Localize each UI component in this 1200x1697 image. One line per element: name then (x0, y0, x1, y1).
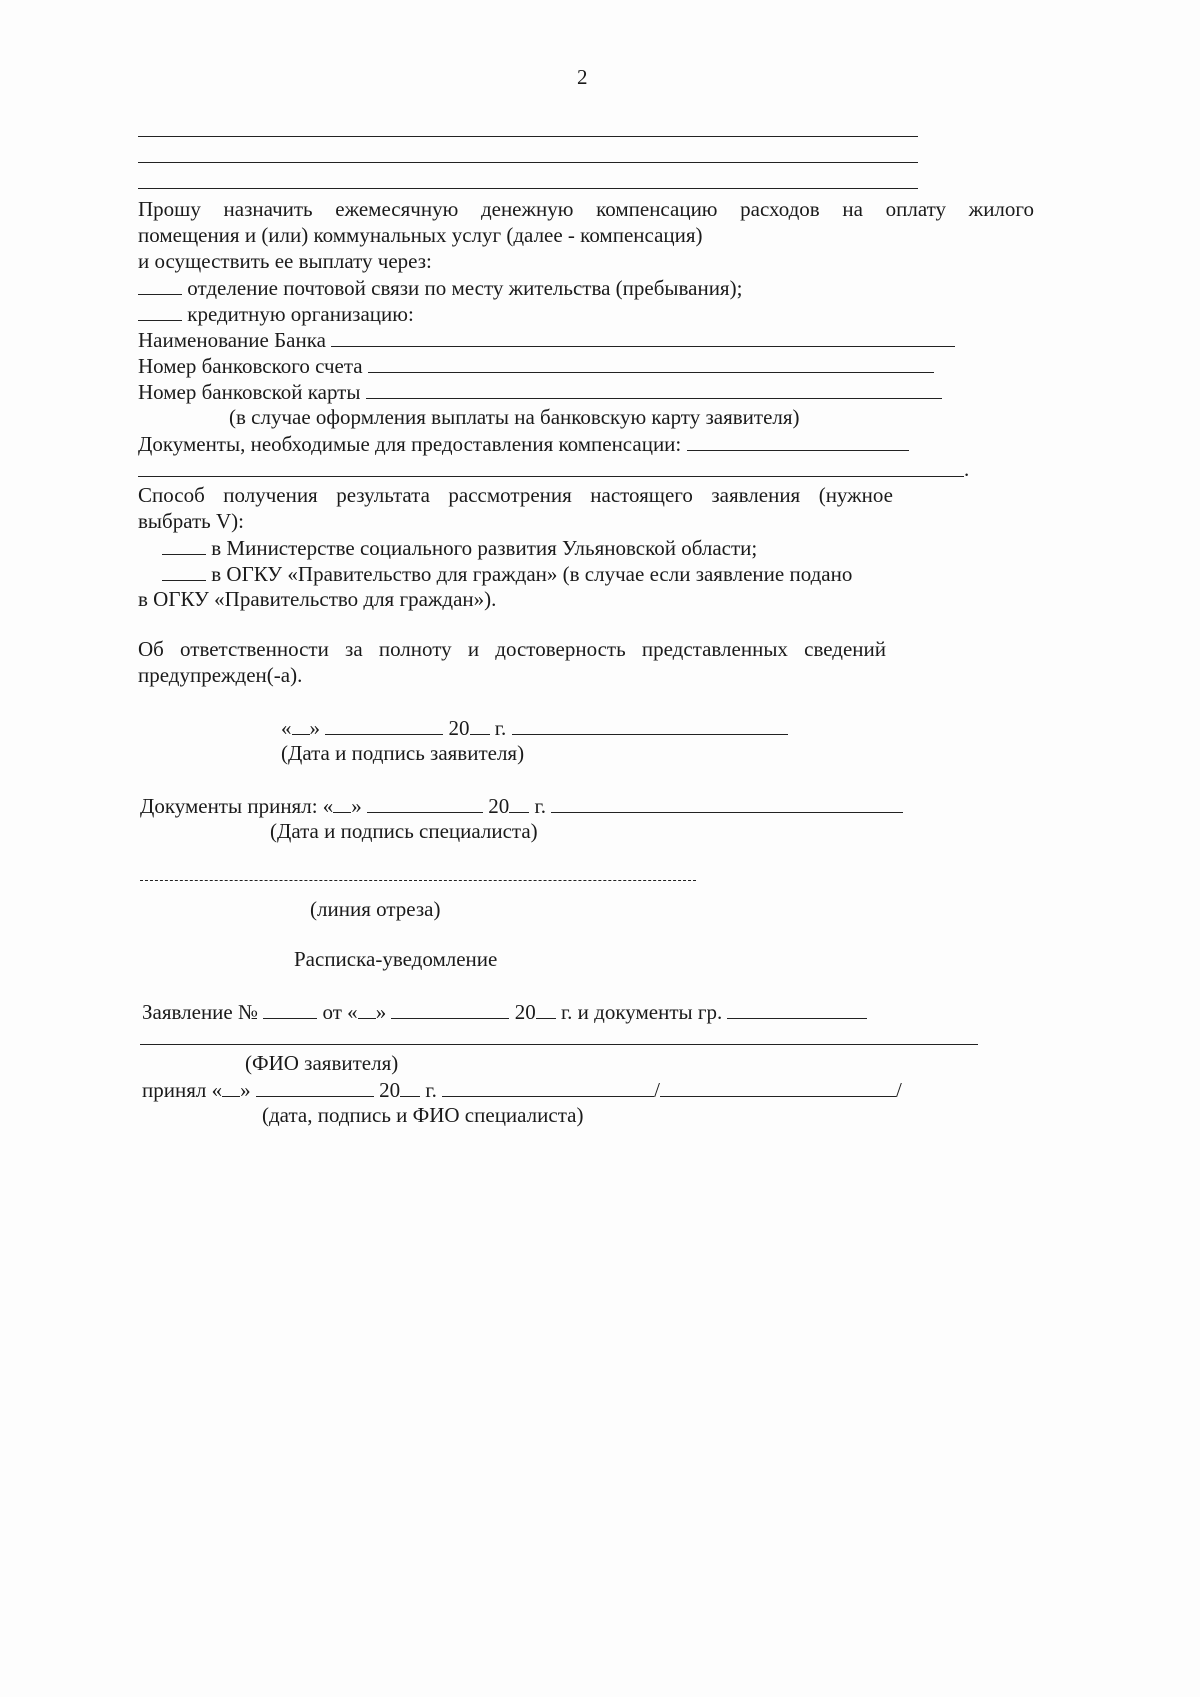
specialist-month-field[interactable] (367, 792, 483, 813)
bank-card-row (138, 378, 942, 405)
accepted-signature-field[interactable] (660, 1076, 896, 1097)
applicant-day-field[interactable] (292, 714, 310, 735)
year-suffix: г. (425, 1078, 437, 1102)
docs-citizen-label: г. и документы гр. (560, 1000, 723, 1024)
applicant-fio-caption: (ФИО заявителя) (245, 1051, 399, 1075)
option-ministry-label: в Министерстве социального развития Ульяновской области; (211, 536, 758, 560)
option-credit-label: кредитную организацию: (187, 302, 414, 326)
receipt-day-field[interactable] (358, 998, 376, 1019)
checkbox-blank-ministry[interactable] (162, 534, 206, 555)
bank-name-field[interactable] (331, 326, 955, 347)
method-line-1: Способ получения результата рассмотрения настоящего заявления (нужное (138, 483, 893, 507)
specialist-date-signature (140, 792, 903, 819)
checkbox-blank-post[interactable] (138, 274, 182, 295)
year-suffix: г. (494, 716, 507, 740)
bank-card-note: (в случае оформления выплаты на банковскую карту заявителя) (229, 405, 800, 429)
option-ogku-label: в ОГКУ «Правительство для граждан» (в случае если заявление подано (211, 562, 853, 586)
year-prefix: 20 (514, 1000, 536, 1024)
receipt-year-field[interactable] (536, 998, 556, 1019)
bank-name-label: Наименование Банка (138, 328, 326, 352)
bank-card-label: Номер банковской карты (138, 380, 361, 404)
year-prefix: 20 (448, 716, 470, 740)
blank-line-3 (138, 188, 918, 189)
accepted-day-field[interactable] (222, 1076, 240, 1097)
receipt-month-field[interactable] (391, 998, 509, 1019)
option-post-label: отделение почтовой связи по месту жительства (пребывания); (187, 276, 743, 300)
statement-number-field[interactable] (263, 998, 317, 1019)
page-number: 2 (577, 65, 588, 89)
specialist-label: Документы принял: « (140, 794, 334, 818)
quote-close: » (309, 716, 320, 740)
request-line-1: Прошу назначить ежемесячную денежную компенсацию расходов на оплату жилого (138, 197, 1034, 221)
bank-account-label: Номер банковского счета (138, 354, 363, 378)
documents-continuation-line[interactable] (138, 476, 964, 477)
from-label: от « (322, 1000, 358, 1024)
accepted-year-field[interactable] (400, 1076, 420, 1097)
quote-close: » (351, 794, 362, 818)
responsibility-line-2: предупрежден(-а). (138, 663, 303, 687)
request-line-2: помещения и (или) коммунальных услуг (далее - компенсация) (138, 223, 703, 247)
option-ogku-continued: в ОГКУ «Правительство для граждан»). (138, 587, 497, 611)
applicant-date-signature (281, 714, 788, 741)
receipt-title: Расписка-уведомление (294, 947, 498, 971)
accepted-month-field[interactable] (256, 1076, 374, 1097)
option-credit-org[interactable] (138, 300, 414, 327)
applicant-fio-line[interactable] (140, 1044, 978, 1045)
specialist-signature-caption: (Дата и подпись специалиста) (270, 819, 538, 843)
quote-close: » (375, 1000, 387, 1024)
applicant-signature-caption: (Дата и подпись заявителя) (281, 741, 525, 765)
year-prefix: 20 (379, 1078, 401, 1102)
checkbox-blank-credit[interactable] (138, 300, 182, 321)
separator-slash: / (654, 1078, 660, 1102)
option-ministry[interactable] (162, 534, 757, 561)
quote-open: « (281, 716, 292, 740)
year-prefix: 20 (488, 794, 510, 818)
specialist-year-field[interactable] (509, 792, 529, 813)
accepted-date-field[interactable] (442, 1076, 654, 1097)
bank-account-field[interactable] (368, 352, 934, 373)
statement-number-label: Заявление № (142, 1000, 259, 1024)
method-line-2: выбрать V): (138, 509, 244, 533)
blank-line-1 (138, 136, 918, 137)
request-line-3: и осуществить ее выплату через: (138, 249, 432, 273)
bank-name-row (138, 326, 955, 353)
quote-close: » (240, 1078, 251, 1102)
applicant-month-field[interactable] (325, 714, 443, 735)
documents-end-period: . (964, 457, 970, 481)
cut-line-caption: (линия отреза) (310, 897, 441, 921)
option-ogku[interactable] (162, 560, 852, 587)
specialist-signature-field[interactable] (551, 792, 903, 813)
receipt-accepted-row (142, 1076, 902, 1103)
blank-line-2 (138, 162, 918, 163)
accepted-label: принял « (142, 1078, 223, 1102)
applicant-signature-field[interactable] (512, 714, 788, 735)
specialist-day-field[interactable] (333, 792, 351, 813)
applicant-year-field[interactable] (470, 714, 490, 735)
bank-card-field[interactable] (366, 378, 942, 399)
documents-row (138, 430, 909, 457)
year-suffix: г. (534, 794, 547, 818)
citizen-name-field[interactable] (727, 998, 867, 1019)
option-post-office[interactable] (138, 274, 742, 301)
specialist-fio-caption: (дата, подпись и ФИО специалиста) (262, 1103, 584, 1127)
responsibility-line-1: Об ответственности за полноту и достоверность представленных сведений (138, 637, 886, 661)
checkbox-blank-ogku[interactable] (162, 560, 206, 581)
documents-field[interactable] (687, 430, 909, 451)
documents-label: Документы, необходимые для предоставления компенсации: (138, 432, 682, 456)
bank-account-row (138, 352, 934, 379)
cut-line (140, 880, 696, 881)
separator-slash: / (895, 1078, 902, 1102)
receipt-statement-row (142, 998, 867, 1025)
